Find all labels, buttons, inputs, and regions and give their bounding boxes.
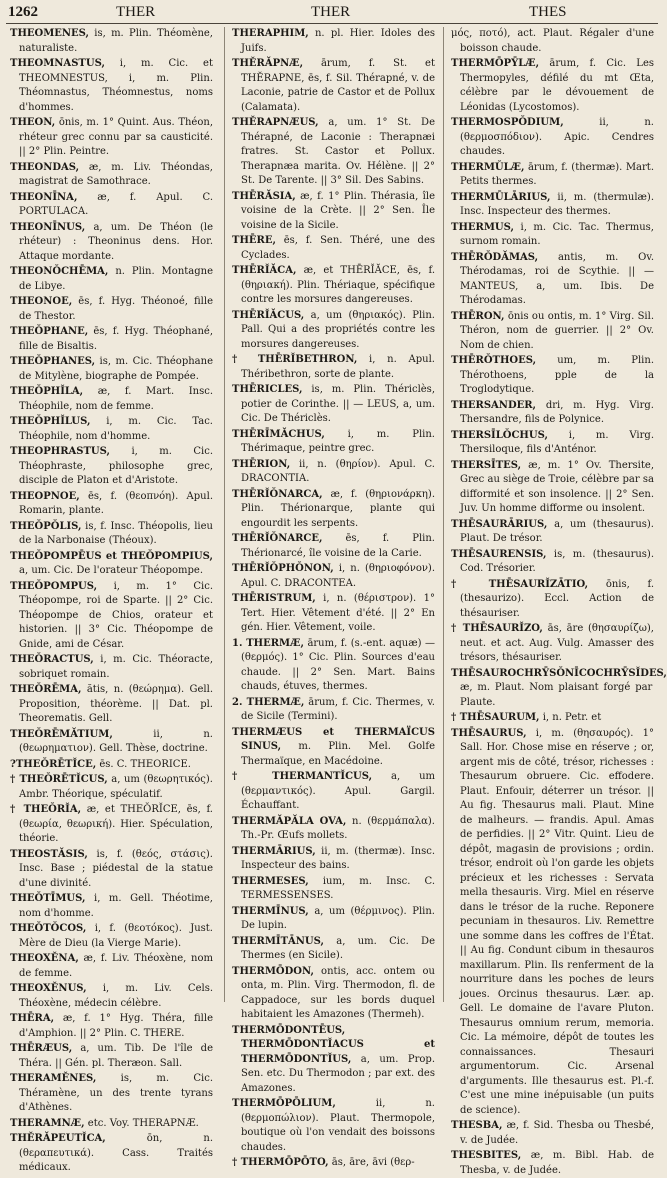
entry-headword: THEŎTĪMUS, — [10, 893, 86, 904]
dictionary-entry — [10, 385, 213, 414]
dictionary-entry — [451, 251, 654, 309]
entry-definition: i, m. Cic. Tac. Théophile, nom d'homme. — [19, 416, 213, 442]
entry-definition: ēs, f. (θεοπνόη). Apul. Romarin, plante. — [19, 490, 213, 516]
entry-definition: ii, n. (θηρίον). Apul. C. DRACONTIA. — [241, 458, 435, 484]
entry-definition: æ, f. 1° Plin. Thérasia, île voisine de la Crète. || 2° Sen. Île voisine de la Sicile. — [241, 190, 435, 231]
header-guide-word-right: THES — [529, 4, 567, 20]
dictionary-entry — [451, 711, 654, 726]
header-rule — [6, 23, 658, 24]
dictionary-entry — [10, 221, 213, 265]
dictionary-entry — [10, 580, 213, 653]
entry-headword: THĒRĬŎPHŎNON, — [232, 563, 334, 574]
entry-headword: THĒSAURENSIS, — [451, 548, 547, 560]
entry-headword: THERMŬLÆ, — [451, 161, 525, 173]
dictionary-entry — [451, 622, 654, 666]
dictionary-entry — [10, 27, 213, 56]
entry-definition: a, um. Cic. De Thermes (en Sicile). — [241, 935, 435, 961]
entry-headword: THĔRAPNÆUS, — [232, 117, 319, 128]
entry-headword: THERAPHIM, — [232, 28, 309, 39]
entry-headword: THEŎRĒMĂTIUM, — [10, 728, 113, 740]
entry-headword: THĒRĂSIA, — [232, 190, 296, 202]
entry-definition: is, m. Cic. Théophane de Mitylène, biographe de Pompée. — [19, 356, 213, 382]
entry-headword: THEONĪNUS, — [10, 221, 86, 233]
dictionary-entry — [232, 57, 435, 115]
entry-headword: THEŎPHĬLA, — [10, 386, 84, 397]
entry-definition: n. (θερμάπαλα). Th.-Pr. Œufs mollets. — [241, 815, 435, 841]
dictionary-entry — [451, 191, 654, 220]
entry-headword: THĒRÆUS, — [10, 1043, 73, 1054]
dictionary-entry — [10, 191, 213, 220]
dictionary-entry — [10, 758, 213, 773]
entry-definition: æ, et THĒRĬĂCE, ēs, f. (θηριακή). Plin. Thériaque, spécifique contre les morsures dangereuses. — [241, 265, 435, 305]
entry-headword: THĒRISTRUM, — [232, 593, 316, 604]
entry-definition: um, m. Plin. Thérothoens, pple de la Troglodytique. — [460, 355, 654, 395]
dictionary-entry — [232, 234, 435, 263]
dictionary-entry — [232, 458, 435, 487]
entry-definition: æ, f. Liv. Théoxène, nom de femme. — [19, 953, 213, 979]
entry-headword: 2. THERMÆ, — [232, 696, 305, 708]
dictionary-entry — [10, 161, 213, 190]
column-1 — [10, 27, 213, 1173]
entry-definition: i, m. Cic. Tac. Thermus, surnom romain. — [460, 221, 654, 247]
dictionary-entry — [451, 548, 654, 577]
entry-definition: æ, f. 1° Hyg. Théra, fille d'Amphion. || 2° Plin. C. THERE. — [19, 1013, 213, 1039]
entry-definition: is, f. (θεός, στάσις). Insc. Base ; piédestal de la statue d'une divinité. — [19, 848, 213, 889]
dictionary-entry — [10, 892, 213, 921]
entry-headword: THERMŌDONTĒUS, THERMŌDONTĬACUS et THERMŌDONTĬUS, — [232, 1024, 435, 1065]
entry-definition: æ, f. Mart. Insc. Théophile, nom de femme. — [19, 386, 213, 412]
entry-headword: THEŎRĒMA, — [10, 684, 82, 695]
entry-definition: ēs, f. Hyg. Théonoé, fille de Thestor. — [19, 296, 213, 322]
dictionary-entry — [10, 520, 213, 549]
entry-definition: ēs, f. Plin. Thérionarcé, île voisine de la Carie. — [241, 533, 435, 559]
entry-headword: THEOMENES, — [10, 28, 90, 39]
dictionary-entry — [10, 982, 213, 1011]
dictionary-entry — [232, 845, 435, 874]
entry-headword: THEOPNOE, — [10, 490, 80, 502]
dictionary-entry — [451, 161, 654, 190]
entry-headword: THERMESES, — [232, 875, 309, 887]
entry-headword: THEOPHRASTUS, — [10, 446, 110, 457]
dictionary-entry — [232, 190, 435, 234]
dictionary-entry — [232, 27, 435, 56]
dictionary-entry — [10, 57, 213, 115]
dictionary-entry — [10, 355, 213, 384]
entry-headword: † THEŎRĒTĬCUS, — [10, 774, 108, 785]
entry-definition: a, um (θεωρητικός). Ambr. Théorique, spéculatif. — [19, 774, 213, 800]
column-divider — [443, 27, 444, 1002]
dictionary-entry — [451, 429, 654, 458]
entry-headword: THĒSAUROCHRȲSŎNĪCOCHRȲSĬDES, — [451, 667, 667, 679]
dictionary-entry — [10, 773, 213, 802]
dictionary-entry — [232, 935, 435, 964]
dictionary-entry — [451, 459, 654, 517]
entry-definition: ōnis, f. (thesaurizo). Eccl. Action de thésauriser. — [460, 578, 654, 619]
entry-headword: THERSĪLŎCHUS, — [451, 429, 548, 441]
dictionary-entry — [232, 965, 435, 1023]
entry-definition: a, um (θηριακός). Plin. Pall. Qui a des propriétés contre les morsures dangereuses. — [241, 309, 435, 350]
entry-definition: is, m. Cic. Théramène, un des trente tyrans d'Athènes. — [19, 1073, 213, 1113]
entry-headword: † THERMŌPŌTO, — [232, 1157, 329, 1168]
dictionary-entry — [10, 653, 213, 682]
entry-headword: THERMŌPȲLÆ, — [451, 58, 540, 69]
entry-headword: THEONDAS, — [10, 161, 80, 173]
entry-headword: † THEŎRĬA, — [10, 804, 82, 815]
dictionary-entry — [10, 728, 213, 757]
entry-headword: THERMĀRIUS, — [232, 845, 316, 857]
entry-definition: ārum, f. St. et THĔRAPNE, ēs, f. Sil. Thérapné, v. de Laconie, patrie de Castor et de Pollux (Calamata). — [241, 58, 435, 113]
entry-headword: THEŎPHANE, — [10, 326, 89, 337]
dictionary-entry — [451, 310, 654, 354]
entry-definition: ēs. C. THEORICE. — [96, 758, 191, 770]
entry-headword: † THĒRĬBETHRON, — [232, 354, 358, 365]
entry-headword: THEŎPHĬLUS, — [10, 416, 91, 427]
entry-headword: THERMŌPŌLIUM, — [232, 1098, 336, 1109]
entry-headword: THERMĪTĀNUS, — [232, 935, 324, 947]
dictionary-entry — [10, 922, 213, 951]
dictionary-entry — [10, 325, 213, 354]
entry-definition: is, m. (thesaurus). Cod. Trésorier. — [460, 548, 654, 574]
dictionary-entry — [232, 309, 435, 353]
entry-headword: THERMŪLĀRIUS, — [451, 191, 551, 203]
entry-definition: is, m. Plin. Thériclès, potier de Corinthe. || — LEUS, a, um. Cic. De Thériclès. — [241, 384, 435, 424]
entry-headword: THERMŌDON, — [232, 965, 314, 977]
entry-headword: THEONĪNA, — [10, 191, 78, 203]
entry-headword: THEŎTŎCOS, — [10, 923, 87, 934]
entry-headword: THĒRA, — [10, 1013, 55, 1024]
entry-headword: THĔRĂPNÆ, — [232, 58, 304, 69]
dictionary-entry — [232, 875, 435, 904]
entry-definition: æ, et THEŎRĬCE, ēs, f. (θεωρία, θεωρική). Hier. Spéculation, théorie. — [19, 804, 213, 844]
entry-headword: THERSANDER, — [451, 399, 537, 411]
dictionary-entry — [10, 803, 213, 847]
entry-headword: ?THEŎRĒTĬCE, — [10, 758, 97, 770]
entry-definition: æ, m. Bibl. Hab. de Thesba, v. de Judée. — [460, 1150, 654, 1176]
entry-headword: THEON, — [10, 117, 56, 128]
dictionary-entry — [10, 550, 213, 579]
entry-definition: ārum, f. Cic. Les Thermopyles, défilé du mt Œta, célèbre par le dévouement de Léonidas (Lycostomos). — [460, 58, 654, 113]
dictionary-entry — [232, 488, 435, 532]
entry-definition: i, n. (θηριοφόνον). Apul. C. DRACONTEA. — [241, 563, 435, 589]
entry-definition: ās, āre, āvi (θερ- — [328, 1157, 415, 1168]
entry-headword: THĒRE, — [232, 235, 276, 246]
entry-definition: i, m. Plin. Thérimaque, peintre grec. — [241, 428, 435, 454]
dictionary-entry — [10, 295, 213, 324]
dictionary-entry — [451, 116, 654, 160]
dictionary-entry — [451, 1149, 654, 1178]
entry-definition: is, f. Insc. Théopolis, lieu de la Narbonaise (Théoux). — [19, 520, 213, 546]
entry-definition: i, m. Cic. et THEOMNESTUS, i, m. Plin. Théomnastus, Théomnestus, noms d'hommes. — [19, 58, 213, 113]
entry-headword: THĒRICLES, — [232, 384, 303, 395]
entry-definition: a, um (θερμαντικός). Apul. Gargil. Échauffant. — [241, 771, 435, 811]
entry-definition: a, um. Cic. De l'orateur Théopompe. — [19, 565, 204, 576]
entry-definition: μός, ποτό), act. Plaut. Régaler d'une boisson chaude. — [451, 28, 654, 54]
dictionary-entry — [232, 726, 435, 770]
entry-definition: i, n. (θέριστρον). 1° Tert. Hier. Vêtement d'été. || 2° En gén. Hier. Vêtement, voile. — [241, 593, 435, 633]
entry-definition: ii, n. (θεωρηματιον). Gell. Thèse, doctrine. — [19, 728, 213, 754]
entry-headword: THĔRĂPEUTĬCA, — [10, 1133, 106, 1144]
entry-definition: i, f. (θεοτόκος). Just. Mère de Dieu (la Vierge Marie). — [19, 923, 213, 949]
dictionary-entry — [10, 1042, 213, 1071]
entry-definition: ii, n. (θερμοπώλιον). Plaut. Thermopole, boutique où l'on vendait des boissons chaudes. — [241, 1098, 435, 1153]
dictionary-entry — [10, 1012, 213, 1041]
entry-definition: a, um. De Théon (le rhéteur) : Theoninus dens. Hor. Attaque mordante. — [19, 221, 213, 262]
entry-headword: THERMOSPŎDIUM, — [451, 117, 564, 128]
dictionary-entry — [232, 815, 435, 844]
entry-headword: THERMÆUS et THERMAÏCUS SINUS, — [232, 726, 435, 752]
entry-headword: † THĒSAURUM, — [451, 712, 540, 723]
dictionary-entry — [232, 383, 435, 427]
entry-headword: THĒRŎTHOES, — [451, 355, 537, 366]
entry-headword: THESBITES, — [451, 1150, 522, 1161]
entry-definition: a, um. Tib. De l'île de Théra. || Gén. pl. Theræon. Sall. — [19, 1043, 213, 1069]
entry-definition: ōnis ou ontis, m. 1° Virg. Sil. Théron, nom de guerrier. || 2° Ov. Nom de chien. — [460, 310, 654, 351]
entry-headword: THĒRĬŎNARCE, — [232, 533, 323, 544]
dictionary-entry — [451, 1119, 654, 1148]
entry-definition: i, m. Liv. Cels. Théoxène, médecin célèbre. — [19, 983, 213, 1009]
entry-definition: dri, m. Hyg. Virg. Thersandre, fils de Polynice. — [460, 399, 654, 425]
dictionary-entry — [232, 353, 435, 382]
column-3 — [451, 27, 667, 1176]
dictionary-entry — [10, 116, 213, 160]
entry-headword: † THERMANTĬCUS, — [232, 771, 373, 782]
header-guide-word-center: THER — [311, 4, 351, 20]
entry-definition: n. Plin. Montagne de Libye. — [19, 266, 213, 292]
column-divider — [224, 27, 225, 1002]
entry-headword: THEŎPOMPUS, — [10, 580, 98, 592]
entry-definition: æ, m. 1° Ov. Thersite, Grec au siège de Troie, célèbre par sa difformité et son insolence. || 2° Sen. Juv. Un homme difforme ou insolent. — [460, 459, 654, 514]
entry-headword: THĒSAURUS, — [451, 727, 527, 739]
entry-definition: ontis, acc. ontem ou onta, m. Plin. Virg. Thermodon, fl. de Cappadoce, sur les bords duquel habitaient les Amazones (Thermeh). — [241, 965, 435, 1020]
entry-headword: THEOSTĂSIS, — [10, 848, 88, 860]
dictionary-entry — [232, 592, 435, 636]
dictionary-entry — [232, 905, 435, 934]
entry-definition: i, m. Cic. Théoracte, sobriquet romain. — [19, 654, 213, 680]
dictionary-entry — [232, 1156, 435, 1171]
entry-definition: ōnis, m. 1° Quint. Aus. Théon, rhéteur grec connu par sa causticité. || 2° Plin. Peintre. — [19, 117, 213, 157]
entry-headword: 1. THERMÆ, — [232, 637, 304, 649]
entry-headword: THEOMNASTUS, — [10, 58, 105, 69]
entry-headword: THERAMĔNES, — [10, 1073, 97, 1084]
dictionary-entry — [232, 428, 435, 457]
dictionary-entry — [10, 848, 213, 892]
entry-definition: ās, āre (θησαυρίζω), neut. et act. Aug. Vulg. Amasser des trésors, thésauriser. — [460, 623, 654, 663]
entry-headword: THEOXĔNUS, — [10, 983, 87, 994]
dictionary-entry — [451, 578, 654, 622]
dictionary-entry — [10, 1072, 213, 1116]
dictionary-entry — [451, 57, 654, 115]
entry-headword: THESBA, — [451, 1120, 503, 1131]
dictionary-entry — [10, 445, 213, 489]
dictionary-entry — [232, 1097, 435, 1155]
entry-headword: THĒRON, — [451, 310, 505, 322]
entry-definition: i, n. Apul. Théribethron, sorte de plante. — [241, 354, 435, 380]
entry-definition: ēs, f. Sen. Théré, une des Cyclades. — [241, 235, 435, 261]
entry-headword: THERMUS, — [451, 221, 514, 233]
dictionary-entry — [232, 264, 435, 308]
entry-definition: ii, m. (thermulæ). Insc. Inspecteur des thermes. — [460, 191, 654, 217]
entry-definition: i, m. 1° Cic. Théopompe, roi de Sparte. || 2° Cic. Théopompe de Chios, orateur et historien. || 3° Cic. Théopompe de Gnide, ami de César. — [19, 580, 213, 650]
entry-definition: ārum, f. (thermæ). Mart. Petits thermes. — [460, 161, 654, 187]
entry-definition: æ, m. Plaut. Nom plaisant forgé par Plaute. — [460, 682, 653, 708]
dictionary-entry — [232, 116, 435, 189]
entry-definition: etc. Voy. THERAPNÆ. — [84, 1117, 199, 1129]
dictionary-entry — [451, 727, 654, 1119]
entry-definition: ătis, n. (θεώρημα). Gell. Proposition, théorème. || Dat. pl. Theorematis. Gell. — [19, 684, 213, 724]
entry-headword: THEONŎCHĒMA, — [10, 266, 109, 277]
entry-headword: THĒRĬŎNARCA, — [232, 488, 323, 500]
entry-definition: ārum, f. (s.-ent. aquæ) — (θερμός). 1° Cic. Plin. Sources d'eau chaude. || 2° Sen. Mart. Bains chauds, étuves, thermes. — [241, 637, 436, 692]
dictionary-entry — [10, 952, 213, 981]
column-2 — [232, 27, 436, 1168]
entry-headword: THEONOE, — [10, 296, 73, 307]
entry-definition: m. Plin. Mel. Golfe Thermaïque, en Macédoine. — [241, 741, 435, 767]
entry-definition: a, um. Prop. Sen. etc. Du Thermodon ; par ext. des Amazones. — [241, 1053, 435, 1094]
entry-definition: i, m. Gell. Théotime, nom d'homme. — [19, 893, 213, 919]
entry-definition: a, um. 1° St. De Thérapné, de Laconie : Therapnæi fratres. St. Castor et Pollux. Therapnæa marita. Ov. Hélène. || 2° St. De Tarente. || 3° Sil. Des Sabins. — [241, 117, 435, 186]
entry-definition: n. pl. Hier. Idoles des Juifs. — [241, 28, 435, 54]
entry-headword: THĒRŎDĂMAS, — [451, 251, 539, 263]
entry-headword: THERMĪNUS, — [232, 905, 309, 917]
entry-definition: æ, m. Liv. Théondas, magistrat de Samothrace. — [19, 161, 213, 187]
dictionary-entry — [451, 667, 667, 711]
entry-definition: æ, f. Sid. Thesba ou Thesbé, v. de Judée. — [460, 1120, 654, 1146]
dictionary-entry — [10, 415, 213, 444]
dictionary-entry — [232, 562, 435, 591]
entry-definition: a, um (thesaurus). Plaut. De trésor. — [460, 518, 654, 544]
entry-definition: i, m. Cic. Théophraste, philosophe grec, disciple de Platon et d'Aristote. — [19, 446, 213, 486]
entry-definition: i, n. Petr. et — [539, 712, 602, 723]
dictionary-entry — [10, 265, 213, 294]
entry-headword: THĒRION, — [232, 458, 291, 470]
dictionary-entry — [232, 696, 435, 725]
entry-headword: THEŎPOMPĒUS et THEŎPOMPIUS, — [10, 550, 213, 562]
dictionary-entry — [451, 221, 654, 250]
header-guide-word-left: THER — [116, 4, 156, 20]
entry-definition: is, m. Plin. Théomène, naturaliste. — [19, 28, 213, 54]
entry-definition: ārum, f. Cic. Thermes, v. de Sicile (Termini). — [241, 696, 435, 722]
dictionary-entry — [10, 683, 213, 727]
running-header — [0, 2, 663, 22]
entry-definition: a, um (θέρμινος). Plin. De lupin. — [241, 905, 435, 931]
entry-definition: ii, m. (thermæ). Insc. Inspecteur des bains. — [241, 845, 435, 871]
entry-definition: i, m. Virg. Thersiloque, fils d'Anténor. — [460, 429, 654, 455]
entry-definition: æ, f. Apul. C. PORTULACA. — [19, 191, 213, 217]
entry-headword: THEŎRACTUS, — [10, 654, 94, 665]
entry-definition: i, m. (θησαυρός). 1° Sall. Hor. Chose mise en réserve ; or, argent mis de côté, trésor, richesses : Thesaurum obruere. Cic. effodere. Plaut. Enfouir, déterrer un trésor. || Au fig. Thesaurus mali. Plaut. Mine de malheurs. — frandis. Apul. Amas de perfidies. || 2° Vitr. Quint. Lieu de dépôt, magasin de provisions ; ordin. trésor, endroit où l'on garde les objets précieux et les richesses : Servata mella thesauris. Virg. Miel en réserve dans le trésor de la ruche. Reponere pecuniam in thesauros. Liv. Remettre une somme dans les coffres de l'État. || Au fig. Condunt cibum in thesauros maxillarum. Plin. Ils renferment de la nourriture dans les poches de leurs joues. Orcinus thesaurus. Lær. ap. Gell. Le domaine de l'avare Pluton. Thesaurus omnium rerum, memoria. Cic. La mémoire, dépôt de toutes les connaissances. Thesauri argumentorum. Cic. Arsenal d'arguments. Ille thesaurus est. Pl.-f. C'est une mine inépuisable (un puits de science). — [460, 727, 654, 1116]
entry-definition: ii, n. (θερμοσπόδιον). Apic. Cendres chaudes. — [460, 117, 654, 157]
dictionary-entry — [10, 1132, 213, 1176]
entry-headword: THERAMNÆ, — [10, 1117, 85, 1129]
entry-headword: THĒRĬĂCA, — [232, 265, 297, 276]
dictionary-entry — [232, 637, 435, 695]
dictionary-entry — [232, 1024, 435, 1097]
entry-headword: † THĒSAURĬZO, — [451, 623, 543, 634]
entry-definition: ium, m. Insc. C. TERMESSENSES. — [241, 875, 435, 901]
entry-definition: ēs, f. Hyg. Théophané, fille de Bisaltis. — [19, 326, 213, 352]
dictionary-entry — [451, 354, 654, 398]
entry-headword: THĒRĪMĂCHUS, — [232, 428, 325, 440]
entry-headword: † THĒSAURĬZĀTIO, — [451, 578, 589, 590]
dictionary-entry — [232, 770, 435, 814]
dictionary-entry — [10, 490, 213, 519]
entry-headword: THERSĪTES, — [451, 459, 522, 471]
dictionary-entry — [232, 532, 435, 561]
dictionary-entry — [451, 399, 654, 428]
entry-definition: antis, m. Ov. Thérodamas, roi de Scythie. || — MANTEUS, a, um. Ibis. De Thérodamas. — [460, 251, 654, 306]
entry-definition: ōn, n. (θεραπευτικά). Cass. Traités médicaux. — [19, 1133, 213, 1173]
entry-headword: THEŎPŎLIS, — [10, 520, 82, 532]
dictionary-entry — [10, 1117, 213, 1132]
entry-headword: THEŎPHANES, — [10, 356, 96, 367]
entry-definition: æ, f. (θηριονάρκη). Plin. Thérionarque, plante qui engourdit les serpents. — [241, 488, 435, 529]
page-number: 1262 — [8, 4, 38, 20]
entry-headword: THERMĂPĂLA OVA, — [232, 815, 347, 827]
entry-headword: THĒRĬĂCUS, — [232, 309, 305, 321]
dictionary-entry — [451, 518, 654, 547]
dictionary-entry — [451, 27, 654, 56]
entry-headword: THEOXĔNA, — [10, 953, 79, 964]
entry-headword: THĒSAURĀRIUS, — [451, 518, 548, 530]
